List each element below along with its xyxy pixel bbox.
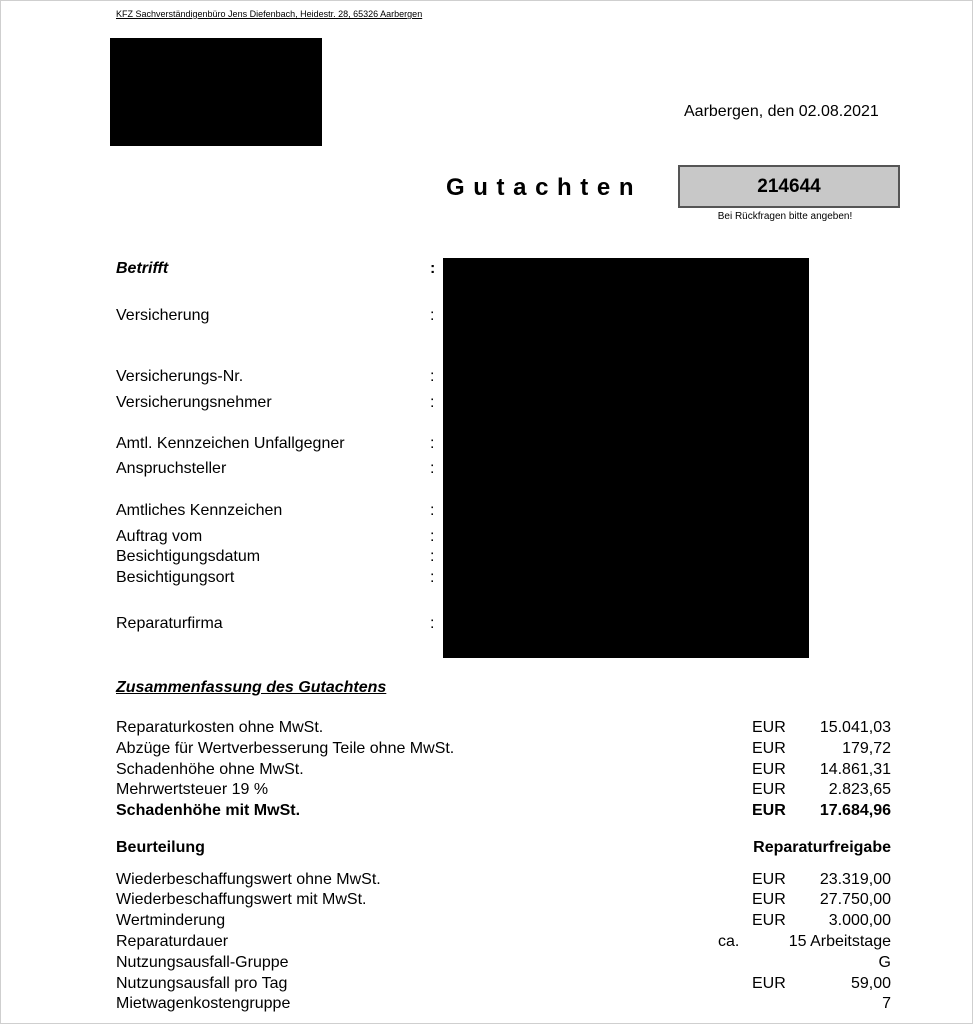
field-colon: : <box>430 394 435 411</box>
row-currency: EUR <box>752 802 786 819</box>
row-label: Nutzungsausfall pro Tag <box>116 975 288 992</box>
reference-number-box <box>678 165 900 208</box>
assessment-row <box>116 954 891 974</box>
field-label-besichtigungsdatum: Besichtigungsdatum <box>116 548 261 565</box>
summary-row <box>116 740 891 760</box>
field-colon: : <box>430 307 435 324</box>
field-label-versicherungsnehmer: Versicherungsnehmer <box>116 394 272 411</box>
row-currency: EUR <box>752 975 786 992</box>
assessment-row <box>116 912 891 932</box>
field-label-versicherungs-nr: Versicherungs-Nr. <box>116 368 244 385</box>
row-amount: 23.319,00 <box>819 871 891 888</box>
field-colon: : <box>430 368 435 385</box>
field-label-kennzeichen-unfallgegner: Amtl. Kennzeichen Unfallgegner <box>116 435 345 452</box>
assessment-row <box>116 891 891 911</box>
row-amount: 15.041,03 <box>819 719 891 736</box>
field-label-versicherung: Versicherung <box>116 307 210 324</box>
assessment-heading: Beurteilung <box>116 839 205 856</box>
row-label: Wiederbeschaffungswert mit MwSt. <box>116 891 367 908</box>
sender-line: KFZ Sachverständigenbüro Jens Diefenbach, Heidestr. 28, 65326 Aarbergen <box>116 9 423 19</box>
field-colon: : <box>430 569 435 586</box>
assessment-row <box>116 995 891 1015</box>
reference-note: Bei Rückfragen bitte angeben! <box>717 211 853 222</box>
field-label-betrifft: Betrifft <box>116 260 169 277</box>
row-amount: 7 <box>882 995 891 1012</box>
date-line: Aarbergen, den 02.08.2021 <box>684 103 879 120</box>
summary-heading: Zusammenfassung des Gutachtens <box>116 679 387 696</box>
row-amount: 59,00 <box>850 975 891 992</box>
row-label: Mietwagenkostengruppe <box>116 995 291 1012</box>
row-label: Reparaturkosten ohne MwSt. <box>116 719 324 736</box>
row-amount: 15 Arbeitstage <box>788 933 891 950</box>
row-label: Mehrwertsteuer 19 % <box>116 781 269 798</box>
row-amount: 27.750,00 <box>819 891 891 908</box>
field-label-auftrag-vom: Auftrag vom <box>116 528 203 545</box>
row-amount: 14.861,31 <box>819 761 891 778</box>
field-colon: : <box>430 260 436 277</box>
assessment-verdict: Reparaturfreigabe <box>753 839 891 856</box>
summary-row <box>116 761 891 781</box>
row-currency: EUR <box>752 761 786 778</box>
row-label: Wiederbeschaffungswert ohne MwSt. <box>116 871 381 888</box>
row-label: Reparaturdauer <box>116 933 229 950</box>
redacted-address-block <box>110 38 322 146</box>
row-currency: EUR <box>752 891 786 908</box>
row-currency: EUR <box>752 781 786 798</box>
field-colon: : <box>430 435 435 452</box>
field-label-amtliches-kennzeichen: Amtliches Kennzeichen <box>116 502 283 519</box>
row-currency: EUR <box>752 719 786 736</box>
field-colon: : <box>430 528 435 545</box>
row-qualifier: ca. <box>718 933 740 950</box>
row-label: Nutzungsausfall-Gruppe <box>116 954 289 971</box>
field-label-besichtigungsort: Besichtigungsort <box>116 569 235 586</box>
assessment-row <box>116 871 891 891</box>
document-title: Gutachten <box>446 174 643 201</box>
field-colon: : <box>430 460 435 477</box>
summary-row <box>116 781 891 801</box>
row-label: Schadenhöhe mit MwSt. <box>116 802 301 819</box>
row-label: Schadenhöhe ohne MwSt. <box>116 761 304 778</box>
row-amount: 17.684,96 <box>819 802 891 819</box>
row-amount: 3.000,00 <box>828 912 891 929</box>
reference-number: 214644 <box>757 175 821 197</box>
summary-row <box>116 719 891 739</box>
row-amount: 2.823,65 <box>828 781 891 798</box>
assessment-row <box>116 933 891 953</box>
row-amount: G <box>878 954 891 971</box>
field-label-reparaturfirma: Reparaturfirma <box>116 615 223 632</box>
row-currency: EUR <box>752 871 786 888</box>
assessment-row <box>116 975 891 995</box>
summary-total-row <box>116 802 891 822</box>
row-currency: EUR <box>752 912 786 929</box>
row-amount: 179,72 <box>842 740 891 757</box>
redacted-field-values <box>443 258 809 658</box>
field-colon: : <box>430 502 435 519</box>
row-label: Wertminderung <box>116 912 226 929</box>
row-label: Abzüge für Wertverbesserung Teile ohne MwSt. <box>116 740 455 757</box>
field-colon: : <box>430 548 435 565</box>
field-label-anspruchsteller: Anspruchsteller <box>116 460 227 477</box>
row-currency: EUR <box>752 740 786 757</box>
field-colon: : <box>430 615 435 632</box>
